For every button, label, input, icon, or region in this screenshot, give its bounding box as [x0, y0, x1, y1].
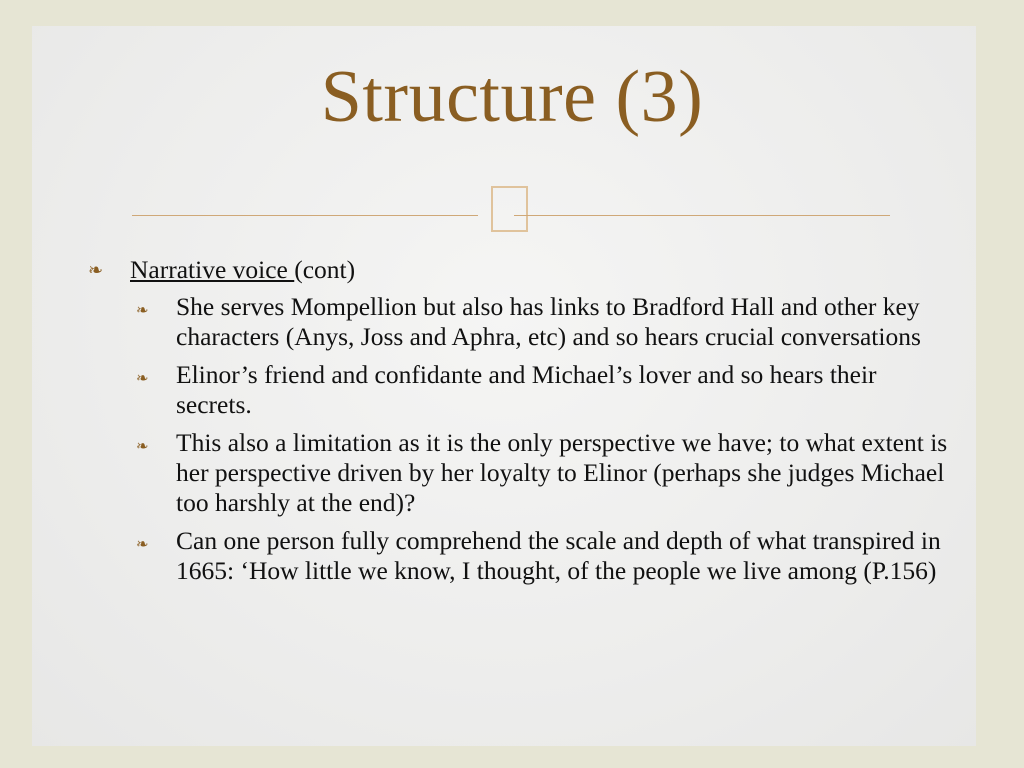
bullet-level2-item — [134, 360, 948, 420]
bullet-text: She serves Mompellion but also has links to Bradford Hall and other key characters (Anys, Joss and Aphra, etc) and so hears crucial conversations — [176, 292, 921, 351]
slide-body — [88, 255, 948, 594]
curly-loop-bullet-icon: ❧ — [136, 301, 145, 319]
curly-loop-bullet-icon: ❧ — [136, 535, 145, 553]
bullet-text: This also a limitation as it is the only perspective we have; to what extent is her perspective driven by her loyalty to Elinor (perhaps she judges Michael too harshly at the end)? — [176, 428, 948, 517]
bullet-text: Elinor’s friend and confidante and Michael’s lover and so hears their secrets. — [176, 360, 877, 419]
slide-title: Structure (3) — [320, 56, 704, 138]
bullet-level1-narrative-voice — [88, 255, 948, 285]
curly-loop-bullet-icon: ❧ — [136, 369, 145, 387]
bullet-heading-suffix: (cont) — [294, 255, 356, 284]
title-divider-left — [132, 215, 478, 216]
bullet-heading: Narrative voice — [130, 255, 295, 284]
bullet-level2-item — [134, 428, 948, 518]
bullet-level2-item — [134, 526, 948, 586]
curly-loop-bullet-icon: ❧ — [136, 437, 145, 455]
title-divider-right — [514, 215, 890, 216]
bullet-text: Can one person fully comprehend the scale and depth of what transpired in 1665: ‘How little we know, I thought, of the people we live among (P.156) — [176, 526, 941, 585]
title-divider-box — [491, 186, 528, 232]
curly-loop-bullet-icon: ❧ — [88, 260, 100, 281]
bullet-level2-item — [134, 292, 948, 352]
